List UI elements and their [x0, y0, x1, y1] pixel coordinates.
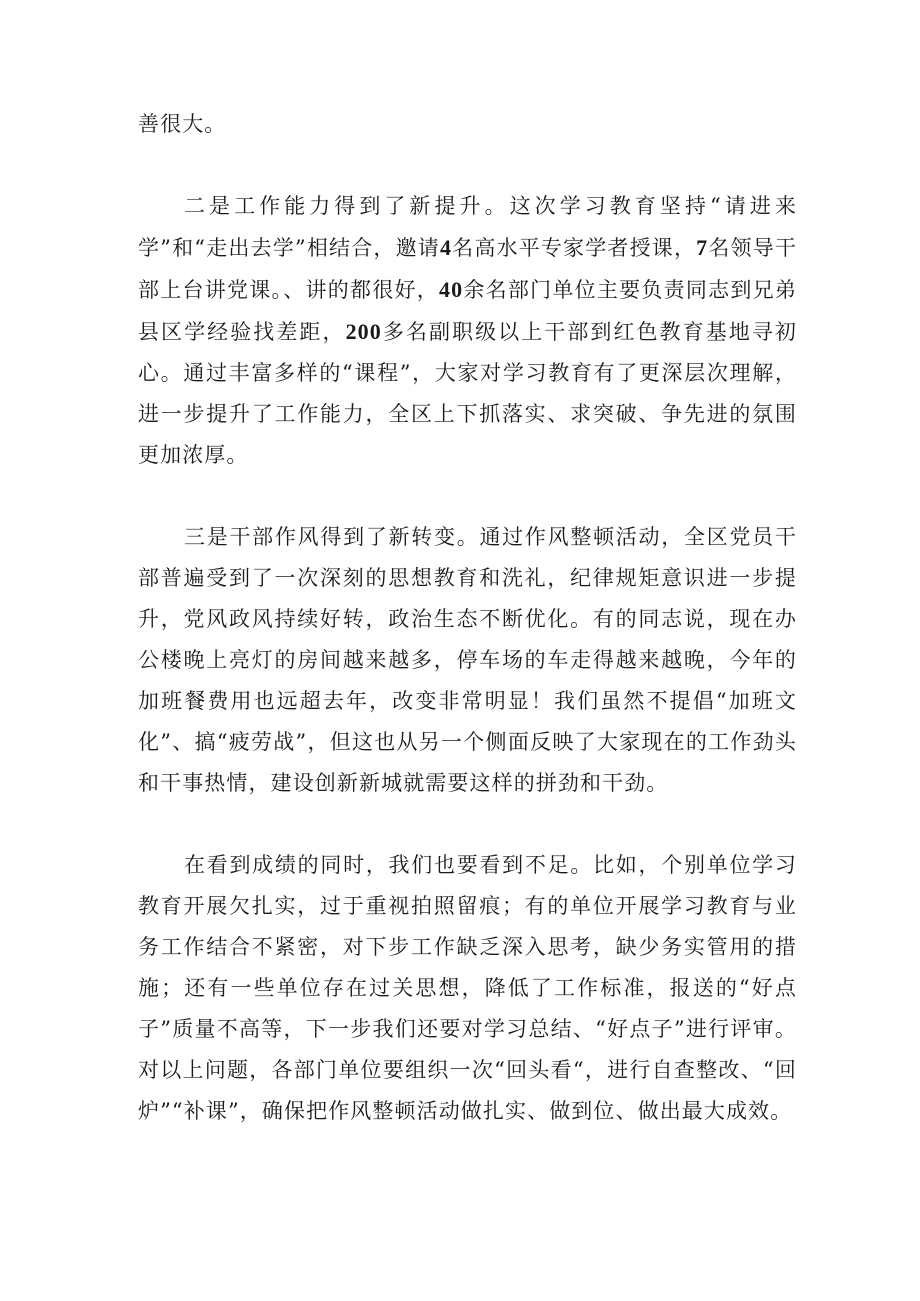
text-segment: 多名副职级以上干部到红色教育基地寻初心。通过丰富多样的“课程”，大家对学习教育有了更深层次理解，进一步提升了工作能力，全区上下抓落实、求突破、争先进的氛围更加浓厚。 — [138, 320, 797, 467]
paragraph-work-ability — [138, 186, 797, 476]
text-segment: 二是工作能力得到了新提升。这次学习教育坚持“请进来学”和“走出去学”相结合，邀请 — [138, 194, 797, 260]
paragraph-cadre-style — [138, 517, 797, 804]
number-highlight: 7 — [696, 235, 709, 260]
text-segment: 余名部门单位主要负责同志到兄弟县区学经验找差距， — [138, 278, 798, 344]
paragraph-shortcomings — [138, 845, 797, 1132]
text-segment: 善很大。 — [138, 112, 227, 136]
number-highlight: 200 — [345, 319, 382, 344]
text-segment: 名高水平专家学者授课， — [452, 236, 697, 260]
text-segment: 名领导干部上台讲党课。、讲的都很好， — [138, 236, 797, 302]
paragraph-continuation — [138, 104, 797, 145]
number-highlight: 40 — [439, 277, 464, 302]
text-segment: 在看到成绩的同时，我们也要看到不足。比如，个别单位学习教育开展欠扎实，过于重视拍照留痕；有的单位开展学习教育与业务工作结合不紧密，对下步工作缺乏深入思考，缺少务实管用的措施；还有一些单位存在过关思想，降低了工作标准，报送的“好点子”质量不高等，下一步我们还要对学习总结、“好点子”进行评审。对以上问题，各部门单位要组织一次“回头看“，进行自查整改、“回炉”“补课”，确保把作风整顿活动做扎实、做到位、做出最大成效。 — [138, 853, 797, 1123]
number-highlight: 4 — [439, 235, 453, 260]
text-segment: 三是干部作风得到了新转变。通过作风整顿活动，全区党员干部普遍受到了一次深刻的思想教育和洗礼，纪律规矩意识进一步提升，党风政风持续好转，政治生态不断优化。有的同志说，现在办公楼晚上亮灯的房间越来越多，停车场的车走得越来越晚，今年的加班餐费用也远超去年，改变非常明显！我们虽然不提倡“加班文化”、搞“疲劳战”，但这也从另一个侧面反映了大家现在的工作劲头和干事热情，建设创新新城就需要这样的拼劲和干劲。 — [138, 525, 797, 795]
